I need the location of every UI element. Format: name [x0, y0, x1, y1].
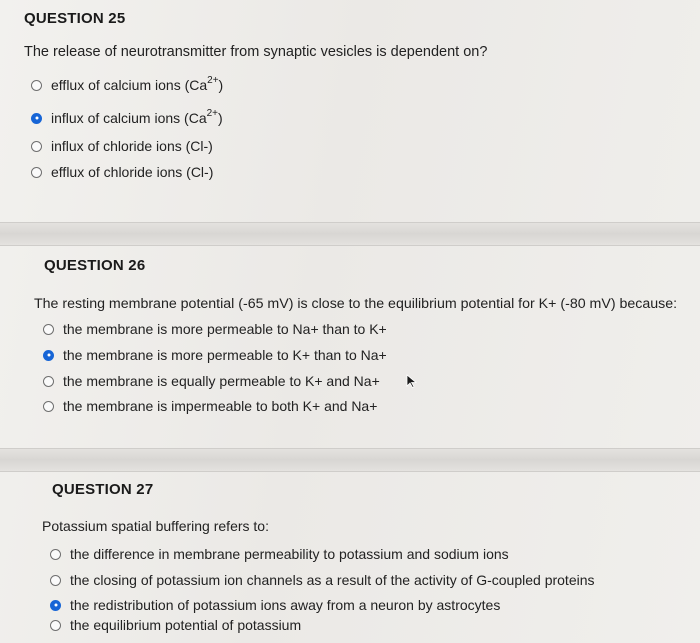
option-label: efflux of chloride ions (Cl-)	[51, 164, 214, 180]
q26-option-3[interactable]	[43, 373, 380, 389]
question-27-title: QUESTION 27	[52, 481, 154, 498]
q26-option-2[interactable]	[43, 347, 387, 363]
question-separator	[0, 222, 700, 246]
radio-button[interactable]	[31, 141, 42, 152]
question-separator	[0, 448, 700, 472]
q27-option-3[interactable]	[50, 597, 500, 613]
option-label: the membrane is equally permeable to K+ and Na+	[63, 373, 380, 389]
question-25-prompt: The release of neurotransmitter from synaptic vesicles is dependent on?	[24, 44, 488, 60]
q27-option-1[interactable]	[50, 546, 509, 562]
radio-button-selected[interactable]	[31, 113, 42, 124]
radio-button[interactable]	[43, 376, 54, 387]
question-26-title: QUESTION 26	[44, 257, 146, 274]
radio-button[interactable]	[31, 167, 42, 178]
option-label: the redistribution of potassium ions away from a neuron by astrocytes	[70, 597, 501, 613]
q27-option-4[interactable]	[50, 617, 301, 633]
radio-button-selected[interactable]	[43, 350, 54, 361]
radio-button[interactable]	[43, 324, 54, 335]
option-label: influx of calcium ions $(Ca^{2+})$	[51, 108, 223, 126]
radio-button[interactable]	[31, 80, 42, 91]
question-25-title: QUESTION 25	[24, 10, 126, 27]
option-label: the membrane is more permeable to Na+ than to K+	[63, 321, 387, 337]
radio-button[interactable]	[50, 575, 61, 586]
option-label: the equilibrium potential of potassium	[70, 617, 302, 633]
option-label: efflux of calcium ions $(Ca^{2+})$	[51, 75, 224, 93]
q27-option-2[interactable]	[50, 572, 595, 588]
q26-option-4[interactable]	[43, 398, 377, 414]
q25-option-1[interactable]	[31, 77, 223, 93]
q26-option-1[interactable]	[43, 321, 387, 337]
question-27-prompt: Potassium spatial buffering refers to:	[42, 518, 269, 534]
option-label: the membrane is more permeable to K+ than to Na+	[63, 347, 387, 363]
radio-button[interactable]	[43, 401, 54, 412]
option-label: the difference in membrane permeability to potassium and sodium ions	[70, 546, 509, 562]
option-label: the membrane is impermeable to both K+ and Na+	[63, 398, 378, 414]
radio-button-selected[interactable]	[50, 600, 61, 611]
q25-option-4[interactable]	[31, 164, 213, 180]
q25-option-2[interactable]	[31, 110, 223, 126]
q25-option-3[interactable]	[31, 138, 213, 154]
option-label: the closing of potassium ion channels as a result of the activity of G-coupled proteins	[70, 572, 595, 588]
radio-button[interactable]	[50, 620, 61, 631]
mouse-cursor-icon	[406, 374, 418, 388]
question-26-prompt: The resting membrane potential (-65 mV) is close to the equilibrium potential for K+ (-80 mV) because:	[34, 296, 678, 312]
radio-button[interactable]	[50, 549, 61, 560]
option-label: influx of chloride ions (Cl-)	[51, 138, 213, 154]
